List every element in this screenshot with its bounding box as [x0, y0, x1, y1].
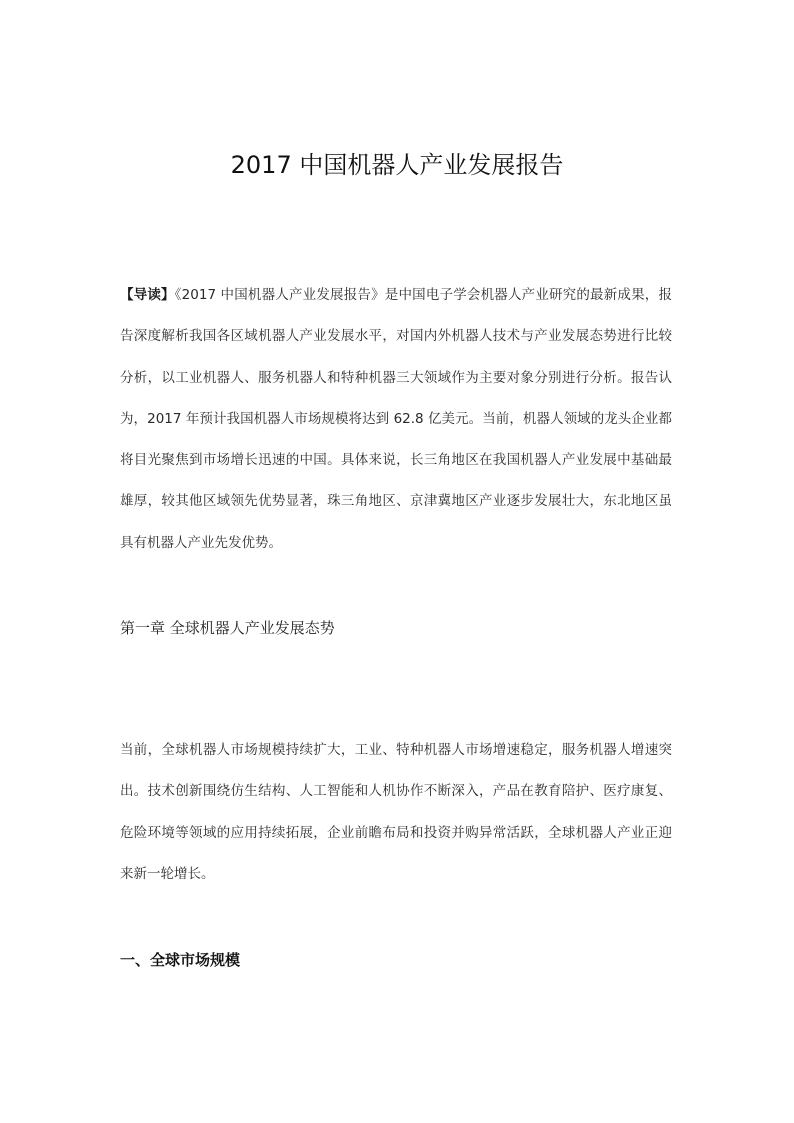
lead-text: 《2017 中国机器人产业发展报告》是中国电子学会机器人产业研究的最新成果，报告深度解析我国各区域机器人产业发展水平，对国内外机器人技术与产业发展态势进行比较分析，以工业机器人、服务机器人和特种机器三大领域作为主要对象分别进行分析。报告认为，2017 年预计我国机器人市场规模将达到 62.8 亿美元。当前，机器人领域的龙头企业都将目光聚焦到市场增长迅速的中国。具体来说，长三角地区在我国机器人产业发展中基础最雄厚，较其他区域领先优势显著，珠三角地区、京津冀地区产业逐步发展壮大，东北地区虽具有机器人产业先发优势。 — [120, 287, 672, 551]
page-title: 2017 中国机器人产业发展报告 — [230, 151, 564, 179]
section-heading: 一、全球市场规模 — [120, 951, 241, 969]
body-paragraph: 当前，全球机器人市场规模持续扩大，工业、特种机器人市场增速稳定，服务机器人增速突出。技术创新围绕仿生结构、人工智能和人机协作不断深入，产品在教育陪护、医疗康复、危险环境等领域的应用持续拓展，企业前瞻布局和投资并购异常活跃，全球机器人产业正迎来新一轮增长。 — [120, 742, 672, 882]
chapter-heading: 第一章 全球机器人产业发展态势 — [120, 619, 335, 637]
lead-paragraph — [120, 275, 672, 564]
lead-tag: 【导读】 — [120, 287, 175, 303]
